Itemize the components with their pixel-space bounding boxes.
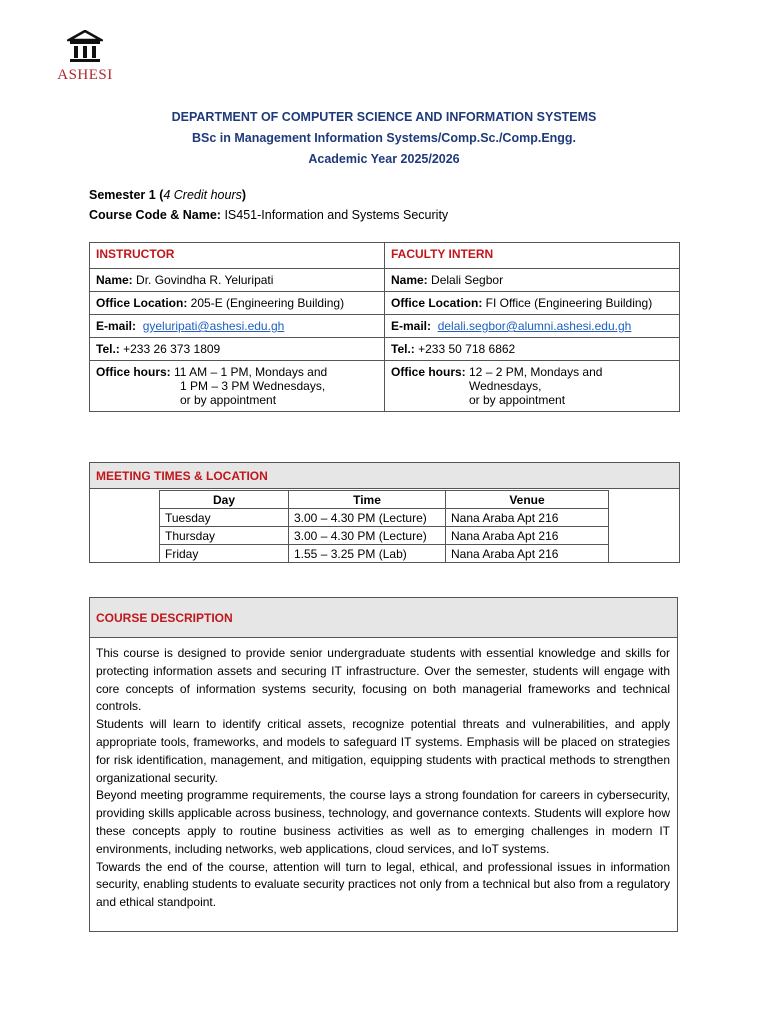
- email-label: E-mail:: [391, 319, 432, 333]
- hours-line3: or by appointment: [469, 393, 566, 407]
- intern-hours: [385, 361, 680, 412]
- instructor-email: [90, 315, 385, 338]
- course-line: [89, 208, 448, 222]
- ashesi-logo: [50, 30, 120, 90]
- meeting-section: [89, 462, 680, 563]
- hours-line2: Wednesdays,: [469, 379, 542, 393]
- intern-email-link[interactable]: delali.segbor@alumni.ashesi.edu.gh: [437, 319, 632, 333]
- office-value: 205-E (Engineering Building): [187, 296, 345, 310]
- description-paragraph: Students will learn to identify critical assets, recognize potential threats and vulnerabilities, and apply appropriate tools, frameworks, and models to safeguard IT systems. Emphasis will be placed on strategies for risk identification, management, and mitigation, equipping students with practical methods to strengthen organizational security.: [96, 717, 670, 785]
- day-cell: Friday: [160, 545, 289, 563]
- description-paragraph: Beyond meeting programme requirements, the course lays a strong foundation for careers in cybersecurity, providing skills applicable across business, technology, and governance contexts. Students will explore how these concepts apply to routine business activities as well as to emerging challenges in modern IT environments, including networks, web applications, cloud services, and IoT systems.: [96, 788, 670, 856]
- venue-cell: Nana Araba Apt 216: [446, 545, 609, 563]
- intern-heading: FACULTY INTERN: [385, 243, 680, 269]
- intern-tel: [385, 338, 680, 361]
- intern-email: [385, 315, 680, 338]
- table-row: [160, 527, 609, 545]
- description-body: [96, 645, 670, 912]
- column-header-venue: Venue: [446, 491, 609, 509]
- hours-label: Office hours:: [96, 365, 171, 379]
- instructor-tel: [90, 338, 385, 361]
- time-cell: 3.00 – 4.30 PM (Lecture): [289, 509, 446, 527]
- name-value: Delali Segbor: [427, 273, 504, 287]
- day-cell: Thursday: [160, 527, 289, 545]
- programme-title: BSc in Management Information Systems/Comp.Sc./Comp.Engg.: [191, 131, 577, 145]
- tel-label: Tel.:: [96, 342, 120, 356]
- semester-paren-open: (: [155, 188, 164, 202]
- time-cell: 1.55 – 3.25 PM (Lab): [289, 545, 446, 563]
- instructor-email-link[interactable]: gyeluripati@ashesi.edu.gh: [142, 319, 285, 333]
- table-row: [160, 509, 609, 527]
- time-cell: 3.00 – 4.30 PM (Lecture): [289, 527, 446, 545]
- name-label: Name:: [391, 273, 428, 287]
- instructor-heading: INSTRUCTOR: [90, 243, 385, 269]
- description-paragraph: This course is designed to provide senior undergraduate students with essential knowledge and skills for protecting information assets and securing IT infrastructure. Over the semester, students will engage with core concepts of information systems security, focusing on both managerial frameworks and technical controls.: [96, 646, 670, 714]
- venue-cell: Nana Araba Apt 216: [446, 527, 609, 545]
- day-cell: Tuesday: [160, 509, 289, 527]
- name-label: Name:: [96, 273, 133, 287]
- course-label: Course Code & Name:: [89, 208, 221, 222]
- tel-label: Tel.:: [391, 342, 415, 356]
- office-label: Office Location:: [391, 296, 483, 310]
- intern-office: [385, 292, 680, 315]
- building-icon: [67, 30, 103, 64]
- credit-hours: 4 Credit hours: [163, 188, 242, 202]
- office-label: Office Location:: [96, 296, 188, 310]
- description-paragraph: Towards the end of the course, attention will turn to legal, ethical, and professional issues in information security, enabling students to evaluate security practices not only from a technical but also from a regulatory and ethical standpoint.: [96, 859, 670, 910]
- meeting-heading: MEETING TIMES & LOCATION: [90, 463, 679, 489]
- logo-text: ASHESI: [57, 67, 113, 83]
- hours-line3: or by appointment: [180, 393, 277, 407]
- table-row: [160, 545, 609, 563]
- meeting-table: [159, 490, 609, 563]
- column-header-time: Time: [289, 491, 446, 509]
- description-heading: COURSE DESCRIPTION: [90, 598, 677, 638]
- email-label: E-mail:: [96, 319, 137, 333]
- hours-line1: 12 – 2 PM, Mondays and: [465, 365, 603, 379]
- description-section: [89, 597, 678, 932]
- office-value: FI Office (Engineering Building): [482, 296, 653, 310]
- instructor-name: [90, 269, 385, 292]
- hours-line2: 1 PM – 3 PM Wednesdays,: [180, 379, 326, 393]
- department-title: DEPARTMENT OF COMPUTER SCIENCE AND INFORMATION SYSTEMS: [171, 110, 597, 124]
- column-header-day: Day: [160, 491, 289, 509]
- semester-label: Semester 1: [89, 188, 156, 202]
- tel-value: +233 50 718 6862: [414, 342, 516, 356]
- academic-year: Academic Year 2025/2026: [308, 152, 460, 166]
- contact-table: [89, 242, 680, 412]
- semester-paren-close: ): [241, 188, 247, 202]
- hours-label: Office hours:: [391, 365, 466, 379]
- course-value: IS451-Information and Systems Security: [220, 208, 449, 222]
- intern-name: [385, 269, 680, 292]
- instructor-hours: [90, 361, 385, 412]
- tel-value: +233 26 373 1809: [119, 342, 221, 356]
- name-value: Dr. Govindha R. Yeluripati: [132, 273, 274, 287]
- hours-line1: 11 AM – 1 PM, Mondays and: [170, 365, 328, 379]
- instructor-office: [90, 292, 385, 315]
- semester-line: [89, 188, 246, 202]
- venue-cell: Nana Araba Apt 216: [446, 509, 609, 527]
